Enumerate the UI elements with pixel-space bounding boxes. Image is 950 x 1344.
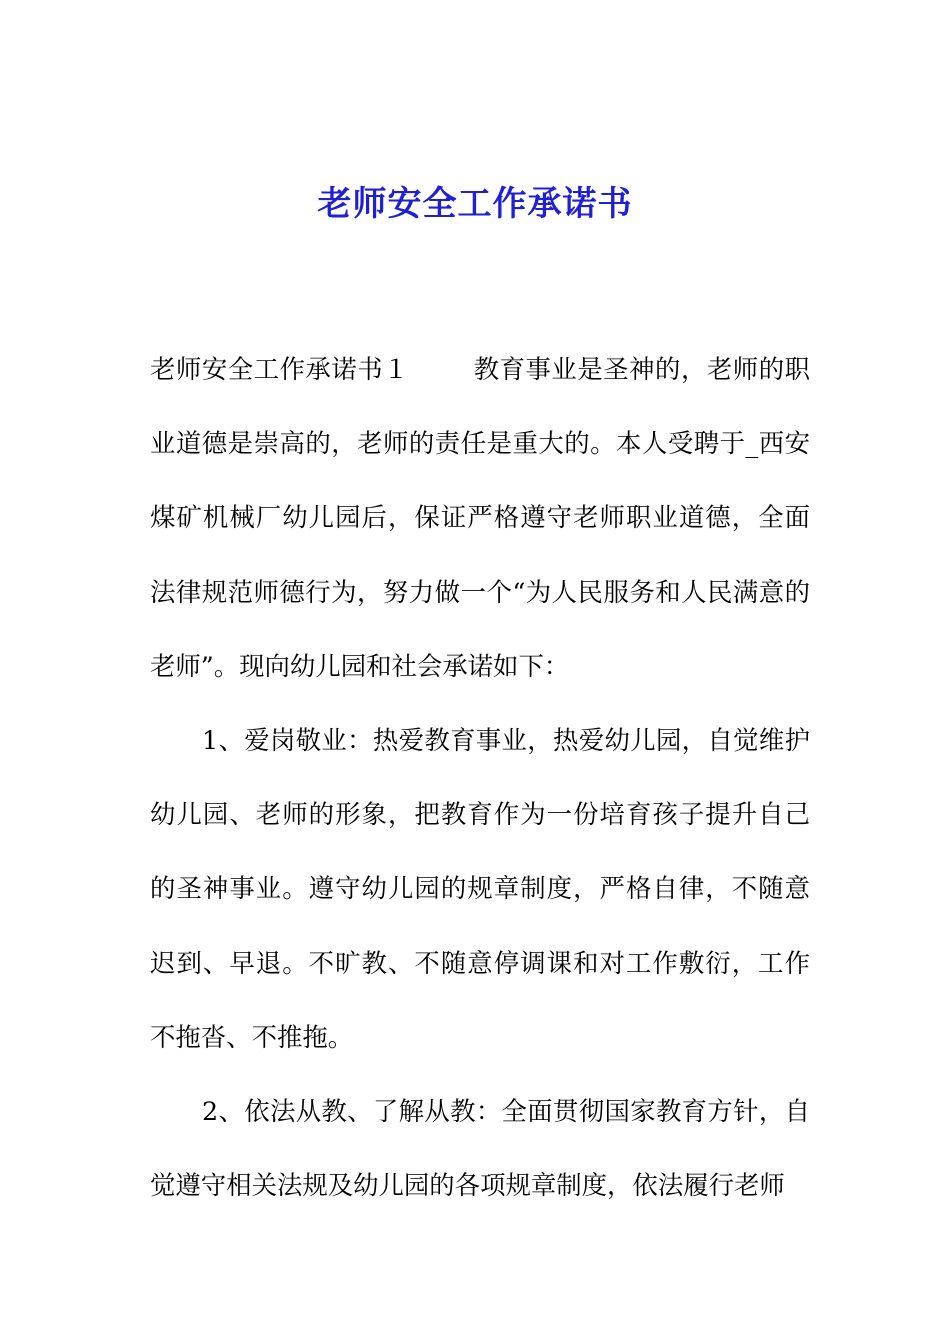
document-body <box>150 332 810 1222</box>
paragraph-item-1: 1、爱岗敬业：热爱教育事业，热爱幼儿园，自觉维护幼儿园、老师的形象，把教育作为一份培育孩子提升自己的圣神事业。遵守幼儿园的规章制度，严格自律，不随意迟到、早退。不旷教、不随意停调课和对工作敷衍，工作不拖沓、不推拖。 <box>150 725 810 1052</box>
document-title: 老师安全工作承诺书 <box>317 184 633 224</box>
paragraph-text: 教育事业是圣神的，老师的职业道德是崇高的，老师的责任是重大的。本人受聘于_西安煤矿机械厂幼儿园后，保证严格遵守老师职业道德，全面法律规范师德行为，努力做一个“为人民服务和人民满意的老师”。现向幼儿园和社会承诺如下： <box>150 354 811 681</box>
paragraph-intro <box>150 332 810 703</box>
section-heading: 老师安全工作承诺书１ <box>150 354 410 384</box>
paragraph-item-2: 2、依法从教、了解从教：全面贯彻国家教育方针，自觉遵守相关法规及幼儿园的各项规章制度，依法履行老师 <box>150 1096 810 1201</box>
